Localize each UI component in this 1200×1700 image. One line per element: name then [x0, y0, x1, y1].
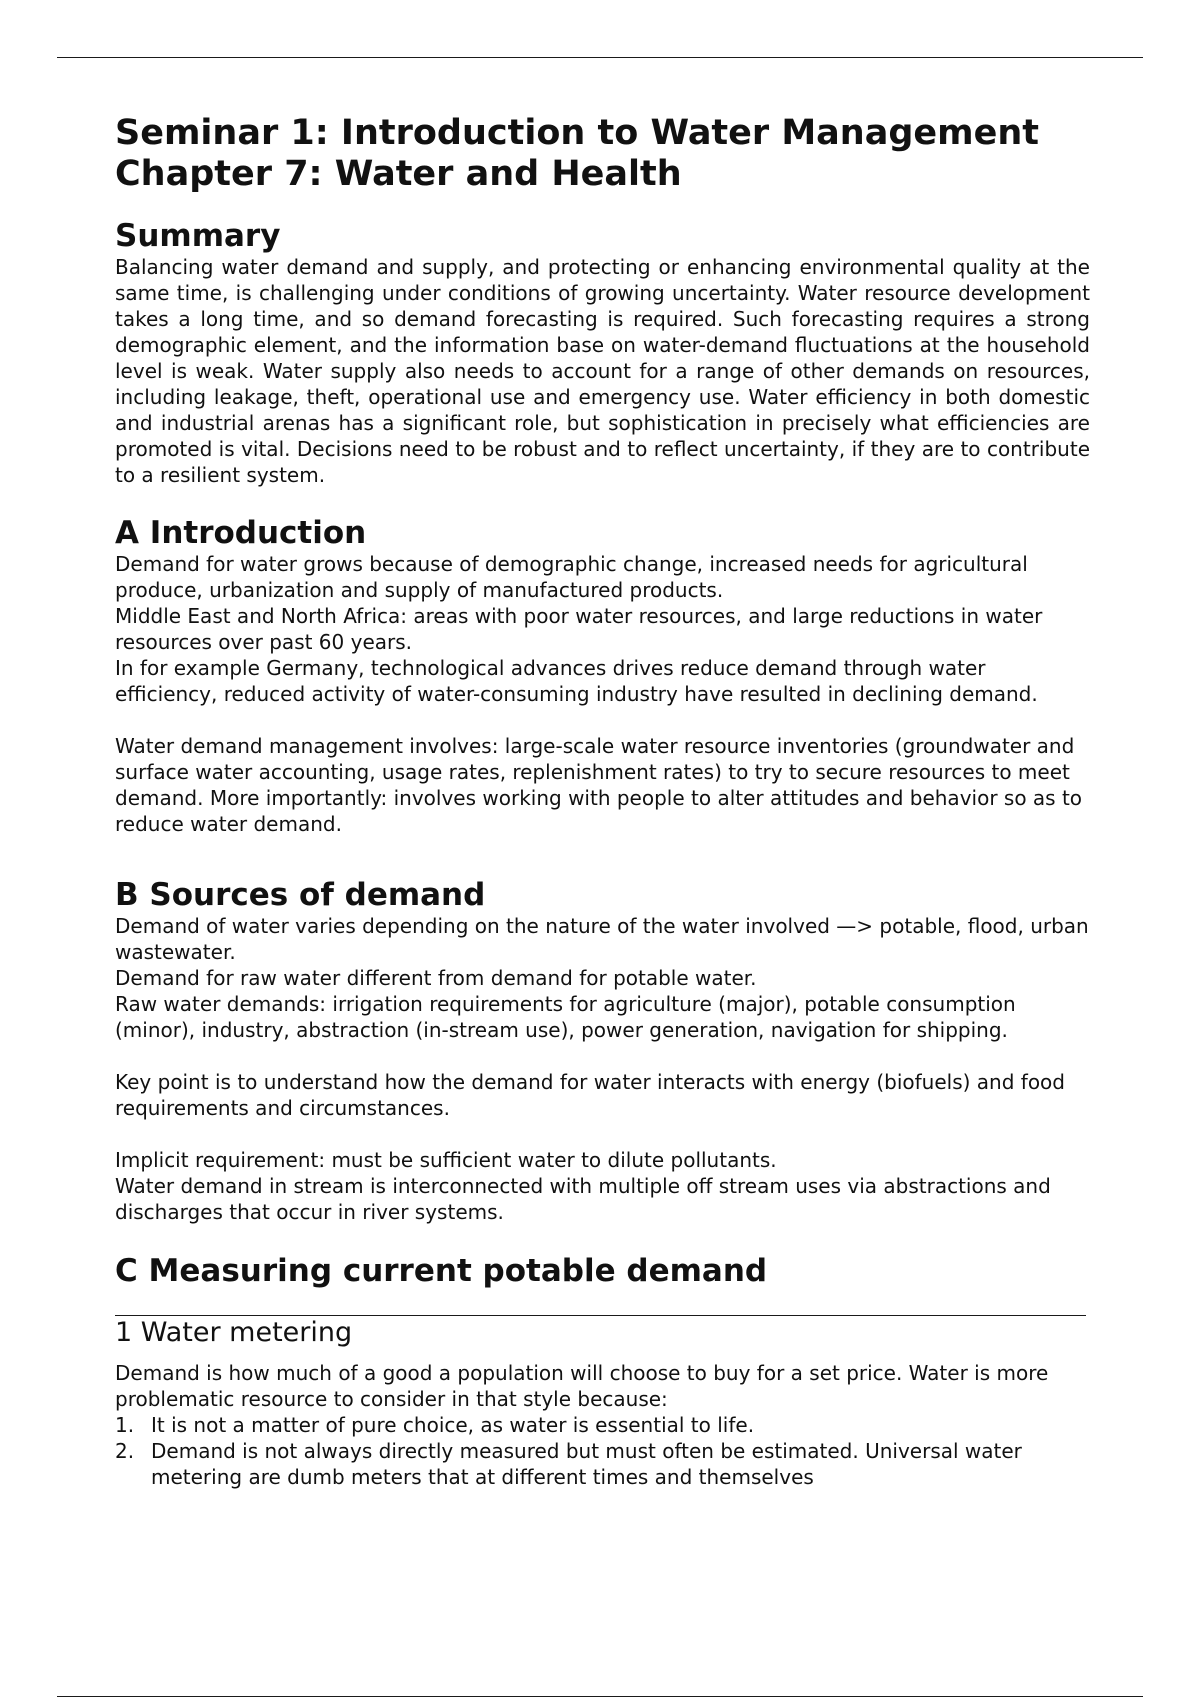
sources-paragraph: Water demand in stream is interconnected with multiple off stream uses via abstractions and discharges that occur in river systems. — [115, 1174, 1051, 1224]
list-item-number: 1. — [115, 1413, 135, 1437]
water-metering-subheading: 1 Water metering — [115, 1317, 353, 1348]
sources-paragraph: Demand of water varies depending on the nature of the water involved —> potable, flood, urban wastewater. — [115, 914, 1089, 964]
list-item — [115, 1438, 1090, 1490]
top-page-rule — [57, 57, 1143, 58]
introduction-paragraph: Middle East and North Africa: areas with poor water resources, and large reductions in water resources over past 60 years. — [115, 604, 1043, 654]
sources-paragraph: Implicit requirement: must be sufficient water to dilute pollutants. — [115, 1148, 777, 1172]
list-item-text: It is not a matter of pure choice, as water is essential to life. — [151, 1413, 755, 1437]
list-item — [115, 1412, 1090, 1438]
title-line-2: Chapter 7: Water and Health — [115, 154, 682, 194]
introduction-paragraph: In for example Germany, technological advances drives reduce demand through water efficiency, reduced activity of water-consuming industry have resulted in declining demand. — [115, 656, 1038, 706]
sources-heading: B Sources of demand — [115, 877, 486, 913]
summary-text: Balancing water demand and supply, and protecting or enhancing environmental quality at the same time, is challenging under conditions of growing uncertainty. Water resource development takes a long time, and so demand forecasting is required. Such forecasting requires a strong demographic element, and the information base on water-demand fluctuations at the household level is weak. Water supply also needs to account for a range of other demands on resources, including leakage, theft, operational use and emergency use. Water efficiency in both domestic and industrial arenas has a significant role, but sophistication in precisely what efficiencies are promoted is vital. Decisions need to be robust and to reflect uncertainty, if they are to contribute to a resilient system. — [115, 255, 1090, 487]
measuring-heading: C Measuring current potable demand — [115, 1253, 768, 1289]
summary-heading: Summary — [115, 218, 281, 254]
bottom-page-rule — [57, 1696, 1143, 1697]
introduction-heading: A Introduction — [115, 515, 367, 551]
measuring-list — [115, 1412, 1090, 1490]
introduction-paragraph: Demand for water grows because of demographic change, increased needs for agricultural produce, urbanization and supply of manufactured products. — [115, 552, 1028, 602]
list-item-text: Demand is not always directly measured but must often be estimated. Universal water metering are dumb meters that at different times and themselves — [151, 1439, 1022, 1489]
introduction-paragraph: Water demand management involves: large-scale water resource inventories (groundwater and surface water accounting, usage rates, replenishment rates) to try to secure resources to meet demand. More importantly: involves working with people to alter attitudes and behavior so as to reduce water demand. — [115, 734, 1083, 836]
document-body — [115, 113, 1090, 1490]
list-item-number: 2. — [115, 1439, 135, 1463]
measuring-paragraph: Demand is how much of a good a population will choose to buy for a set price. Water is more problematic resource to consider in that style because: — [115, 1361, 1049, 1411]
sources-paragraph: Demand for raw water different from demand for potable water. — [115, 966, 757, 990]
sources-paragraph: Raw water demands: irrigation requirements for agriculture (major), potable consumption (minor), industry, abstraction (in-stream use), power generation, navigation for shipping. — [115, 992, 1016, 1042]
document-title — [115, 113, 1090, 195]
sources-paragraph: Key point is to understand how the demand for water interacts with energy (biofuels) and food requirements and circumstances. — [115, 1070, 1065, 1120]
title-line-1: Seminar 1: Introduction to Water Management — [115, 113, 1039, 153]
